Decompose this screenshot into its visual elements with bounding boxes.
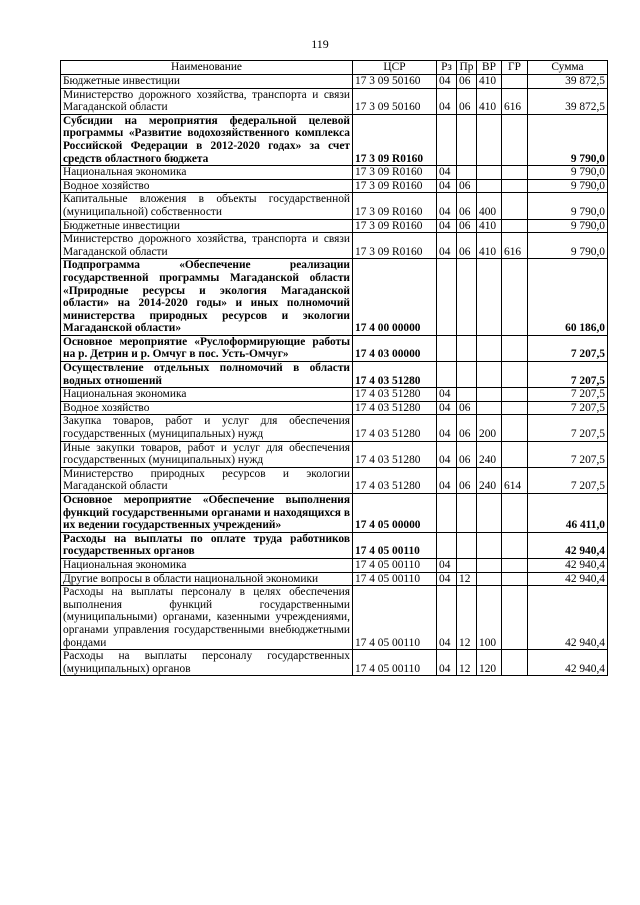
row-name-cell: Иные закупки товаров, работ и услуг для обеспечения государственных (муниципальных) нужд bbox=[61, 441, 353, 467]
row-csr-cell: 17 4 03 51280 bbox=[353, 362, 437, 388]
row-rz-cell: 04 bbox=[437, 558, 457, 572]
row-sum-cell: 7 207,5 bbox=[528, 401, 608, 415]
row-pr-cell: 06 bbox=[457, 441, 477, 467]
row-rz-cell: 04 bbox=[437, 388, 457, 402]
row-vr-cell bbox=[477, 166, 502, 180]
row-vr-cell bbox=[477, 259, 502, 336]
row-sum-cell: 7 207,5 bbox=[528, 441, 608, 467]
row-csr-cell: 17 3 09 50160 bbox=[353, 88, 437, 114]
row-gr-cell: 614 bbox=[502, 467, 528, 493]
row-csr-cell: 17 3 09 R0160 bbox=[353, 179, 437, 193]
row-rz-cell: 04 bbox=[437, 572, 457, 586]
table-row bbox=[61, 362, 608, 388]
row-gr-cell bbox=[502, 114, 528, 165]
row-csr-cell: 17 4 03 00000 bbox=[353, 335, 437, 361]
row-rz-cell bbox=[437, 362, 457, 388]
row-csr-cell: 17 3 09 R0160 bbox=[353, 219, 437, 233]
table-row bbox=[61, 415, 608, 441]
table-row bbox=[61, 441, 608, 467]
row-vr-cell bbox=[477, 494, 502, 533]
row-name-cell: Национальная экономика bbox=[61, 166, 353, 180]
row-sum-cell: 42 940,4 bbox=[528, 532, 608, 558]
row-rz-cell bbox=[437, 259, 457, 336]
row-sum-cell: 60 186,0 bbox=[528, 259, 608, 336]
row-gr-cell bbox=[502, 335, 528, 361]
row-rz-cell: 04 bbox=[437, 88, 457, 114]
table-row bbox=[61, 586, 608, 650]
table-row bbox=[61, 494, 608, 533]
row-gr-cell bbox=[502, 166, 528, 180]
row-csr-cell: 17 4 03 51280 bbox=[353, 415, 437, 441]
row-gr-cell bbox=[502, 572, 528, 586]
header-gr: ГР bbox=[502, 61, 528, 75]
row-gr-cell bbox=[502, 219, 528, 233]
row-sum-cell: 9 790,0 bbox=[528, 114, 608, 165]
row-rz-cell: 04 bbox=[437, 415, 457, 441]
row-pr-cell: 06 bbox=[457, 401, 477, 415]
table-row bbox=[61, 179, 608, 193]
row-csr-cell: 17 3 09 R0160 bbox=[353, 166, 437, 180]
header-name: Наименование bbox=[61, 61, 353, 75]
row-vr-cell: 240 bbox=[477, 467, 502, 493]
header-row bbox=[61, 61, 608, 75]
row-pr-cell bbox=[457, 114, 477, 165]
table-row bbox=[61, 532, 608, 558]
row-sum-cell: 9 790,0 bbox=[528, 179, 608, 193]
row-sum-cell: 42 940,4 bbox=[528, 586, 608, 650]
table-row bbox=[61, 259, 608, 336]
row-gr-cell bbox=[502, 388, 528, 402]
row-sum-cell: 7 207,5 bbox=[528, 415, 608, 441]
row-rz-cell bbox=[437, 335, 457, 361]
table-row bbox=[61, 75, 608, 89]
row-vr-cell bbox=[477, 114, 502, 165]
row-vr-cell: 240 bbox=[477, 441, 502, 467]
row-gr-cell bbox=[502, 193, 528, 219]
row-vr-cell: 200 bbox=[477, 415, 502, 441]
header-sum: Сумма bbox=[528, 61, 608, 75]
row-name-cell: Водное хозяйство bbox=[61, 179, 353, 193]
table-row bbox=[61, 166, 608, 180]
row-name-cell: Бюджетные инвестиции bbox=[61, 219, 353, 233]
row-gr-cell bbox=[502, 259, 528, 336]
row-pr-cell bbox=[457, 532, 477, 558]
row-csr-cell: 17 3 09 R0160 bbox=[353, 193, 437, 219]
row-vr-cell bbox=[477, 532, 502, 558]
row-rz-cell: 04 bbox=[437, 193, 457, 219]
row-rz-cell: 04 bbox=[437, 401, 457, 415]
row-sum-cell: 9 790,0 bbox=[528, 166, 608, 180]
row-sum-cell: 7 207,5 bbox=[528, 362, 608, 388]
row-name-cell: Бюджетные инвестиции bbox=[61, 75, 353, 89]
row-csr-cell: 17 3 09 R0160 bbox=[353, 114, 437, 165]
row-vr-cell: 410 bbox=[477, 88, 502, 114]
row-name-cell: Основное мероприятие «Обеспечение выполнения функций государственными органами и находящихся в их ведении государственных учреждений» bbox=[61, 494, 353, 533]
row-csr-cell: 17 4 03 51280 bbox=[353, 401, 437, 415]
row-gr-cell bbox=[502, 441, 528, 467]
row-sum-cell: 39 872,5 bbox=[528, 88, 608, 114]
row-rz-cell: 04 bbox=[437, 233, 457, 259]
row-csr-cell: 17 4 00 00000 bbox=[353, 259, 437, 336]
row-csr-cell: 17 4 05 00110 bbox=[353, 572, 437, 586]
row-rz-cell: 04 bbox=[437, 441, 457, 467]
row-rz-cell: 04 bbox=[437, 467, 457, 493]
row-pr-cell: 06 bbox=[457, 233, 477, 259]
table-row bbox=[61, 219, 608, 233]
row-name-cell: Закупка товаров, работ и услуг для обеспечения государственных (муниципальных) нужд bbox=[61, 415, 353, 441]
row-vr-cell: 410 bbox=[477, 75, 502, 89]
row-gr-cell bbox=[502, 179, 528, 193]
row-csr-cell: 17 3 09 50160 bbox=[353, 75, 437, 89]
row-vr-cell: 120 bbox=[477, 650, 502, 676]
row-pr-cell bbox=[457, 558, 477, 572]
row-vr-cell bbox=[477, 335, 502, 361]
row-gr-cell bbox=[502, 532, 528, 558]
row-gr-cell bbox=[502, 415, 528, 441]
table-row bbox=[61, 193, 608, 219]
row-name-cell: Национальная экономика bbox=[61, 388, 353, 402]
row-name-cell: Расходы на выплаты персоналу в целях обеспечения выполнения функций государственными (муниципальными) органами, казенными учреждениями, органами управления государственными внебюджетными фондами bbox=[61, 586, 353, 650]
row-gr-cell bbox=[502, 362, 528, 388]
row-name-cell: Министерство дорожного хозяйства, транспорта и связи Магаданской области bbox=[61, 88, 353, 114]
row-name-cell: Водное хозяйство bbox=[61, 401, 353, 415]
row-rz-cell bbox=[437, 494, 457, 533]
row-vr-cell bbox=[477, 401, 502, 415]
row-pr-cell: 12 bbox=[457, 572, 477, 586]
table-header bbox=[61, 61, 608, 75]
row-csr-cell: 17 4 03 51280 bbox=[353, 441, 437, 467]
row-pr-cell: 06 bbox=[457, 179, 477, 193]
row-rz-cell: 04 bbox=[437, 166, 457, 180]
row-csr-cell: 17 4 03 51280 bbox=[353, 388, 437, 402]
row-pr-cell: 06 bbox=[457, 193, 477, 219]
row-pr-cell: 12 bbox=[457, 650, 477, 676]
row-csr-cell: 17 4 05 00110 bbox=[353, 586, 437, 650]
table-row bbox=[61, 467, 608, 493]
row-rz-cell: 04 bbox=[437, 75, 457, 89]
header-pr: Пр bbox=[457, 61, 477, 75]
row-sum-cell: 42 940,4 bbox=[528, 558, 608, 572]
table-row bbox=[61, 114, 608, 165]
row-pr-cell: 06 bbox=[457, 467, 477, 493]
row-rz-cell: 04 bbox=[437, 179, 457, 193]
row-gr-cell: 616 bbox=[502, 88, 528, 114]
row-rz-cell bbox=[437, 114, 457, 165]
row-gr-cell: 616 bbox=[502, 233, 528, 259]
row-name-cell: Расходы на выплаты по оплате труда работников государственных органов bbox=[61, 532, 353, 558]
row-sum-cell: 7 207,5 bbox=[528, 335, 608, 361]
header-vr: ВР bbox=[477, 61, 502, 75]
page-number: 119 bbox=[311, 37, 329, 51]
row-rz-cell: 04 bbox=[437, 219, 457, 233]
row-sum-cell: 42 940,4 bbox=[528, 572, 608, 586]
row-vr-cell bbox=[477, 558, 502, 572]
table-row bbox=[61, 558, 608, 572]
table-body bbox=[61, 75, 608, 676]
row-name-cell: Министерство дорожного хозяйства, транспорта и связи Магаданской области bbox=[61, 233, 353, 259]
row-pr-cell bbox=[457, 335, 477, 361]
table-row bbox=[61, 88, 608, 114]
row-gr-cell bbox=[502, 586, 528, 650]
row-sum-cell: 9 790,0 bbox=[528, 219, 608, 233]
header-csr: ЦСР bbox=[353, 61, 437, 75]
row-vr-cell bbox=[477, 362, 502, 388]
row-sum-cell: 46 411,0 bbox=[528, 494, 608, 533]
row-rz-cell bbox=[437, 532, 457, 558]
table-row bbox=[61, 388, 608, 402]
row-sum-cell: 42 940,4 bbox=[528, 650, 608, 676]
row-vr-cell bbox=[477, 179, 502, 193]
table-row bbox=[61, 401, 608, 415]
row-sum-cell: 9 790,0 bbox=[528, 193, 608, 219]
row-gr-cell bbox=[502, 401, 528, 415]
row-gr-cell bbox=[502, 650, 528, 676]
row-rz-cell: 04 bbox=[437, 650, 457, 676]
row-gr-cell bbox=[502, 558, 528, 572]
table-row bbox=[61, 335, 608, 361]
row-name-cell: Подпрограмма «Обеспечение реализации государственной программы Магаданской области «Природные ресурсы и экология Магаданской области» на 2014-2020 годы» и иных полномочий министерства природных ресурсов и экологии Магаданской области» bbox=[61, 259, 353, 336]
row-name-cell: Расходы на выплаты персоналу государственных (муниципальных) органов bbox=[61, 650, 353, 676]
row-gr-cell bbox=[502, 75, 528, 89]
row-csr-cell: 17 3 09 R0160 bbox=[353, 233, 437, 259]
row-pr-cell bbox=[457, 259, 477, 336]
row-pr-cell: 06 bbox=[457, 219, 477, 233]
row-name-cell: Субсидии на мероприятия федеральной целевой программы «Развитие водохозяйственного комплекса Российской Федерации в 2012-2020 годах» за счет средств областного бюджета bbox=[61, 114, 353, 165]
row-sum-cell: 7 207,5 bbox=[528, 467, 608, 493]
budget-table bbox=[60, 60, 608, 676]
row-sum-cell: 39 872,5 bbox=[528, 75, 608, 89]
row-pr-cell bbox=[457, 494, 477, 533]
table-row bbox=[61, 572, 608, 586]
row-pr-cell: 06 bbox=[457, 88, 477, 114]
row-pr-cell: 06 bbox=[457, 75, 477, 89]
table-row bbox=[61, 233, 608, 259]
row-vr-cell: 400 bbox=[477, 193, 502, 219]
row-csr-cell: 17 4 03 51280 bbox=[353, 467, 437, 493]
row-sum-cell: 7 207,5 bbox=[528, 388, 608, 402]
row-name-cell: Осуществление отдельных полномочий в области водных отношений bbox=[61, 362, 353, 388]
row-csr-cell: 17 4 05 00110 bbox=[353, 650, 437, 676]
row-pr-cell: 12 bbox=[457, 586, 477, 650]
row-pr-cell bbox=[457, 388, 477, 402]
row-name-cell: Министерство природных ресурсов и экологии Магаданской области bbox=[61, 467, 353, 493]
row-name-cell: Основное мероприятие «Руслоформирующие работы на р. Детрин и р. Омчуг в пос. Усть-Омчуг» bbox=[61, 335, 353, 361]
row-sum-cell: 9 790,0 bbox=[528, 233, 608, 259]
row-vr-cell bbox=[477, 388, 502, 402]
row-pr-cell: 06 bbox=[457, 415, 477, 441]
header-rz: Рз bbox=[437, 61, 457, 75]
row-gr-cell bbox=[502, 494, 528, 533]
row-vr-cell: 410 bbox=[477, 219, 502, 233]
row-name-cell: Другие вопросы в области национальной экономики bbox=[61, 572, 353, 586]
table-row bbox=[61, 650, 608, 676]
row-csr-cell: 17 4 05 00000 bbox=[353, 494, 437, 533]
row-csr-cell: 17 4 05 00110 bbox=[353, 532, 437, 558]
row-name-cell: Национальная экономика bbox=[61, 558, 353, 572]
row-vr-cell: 410 bbox=[477, 233, 502, 259]
row-rz-cell: 04 bbox=[437, 586, 457, 650]
row-vr-cell bbox=[477, 572, 502, 586]
row-pr-cell bbox=[457, 362, 477, 388]
row-csr-cell: 17 4 05 00110 bbox=[353, 558, 437, 572]
row-pr-cell bbox=[457, 166, 477, 180]
row-vr-cell: 100 bbox=[477, 586, 502, 650]
row-name-cell: Капитальные вложения в объекты государственной (муниципальной) собственности bbox=[61, 193, 353, 219]
